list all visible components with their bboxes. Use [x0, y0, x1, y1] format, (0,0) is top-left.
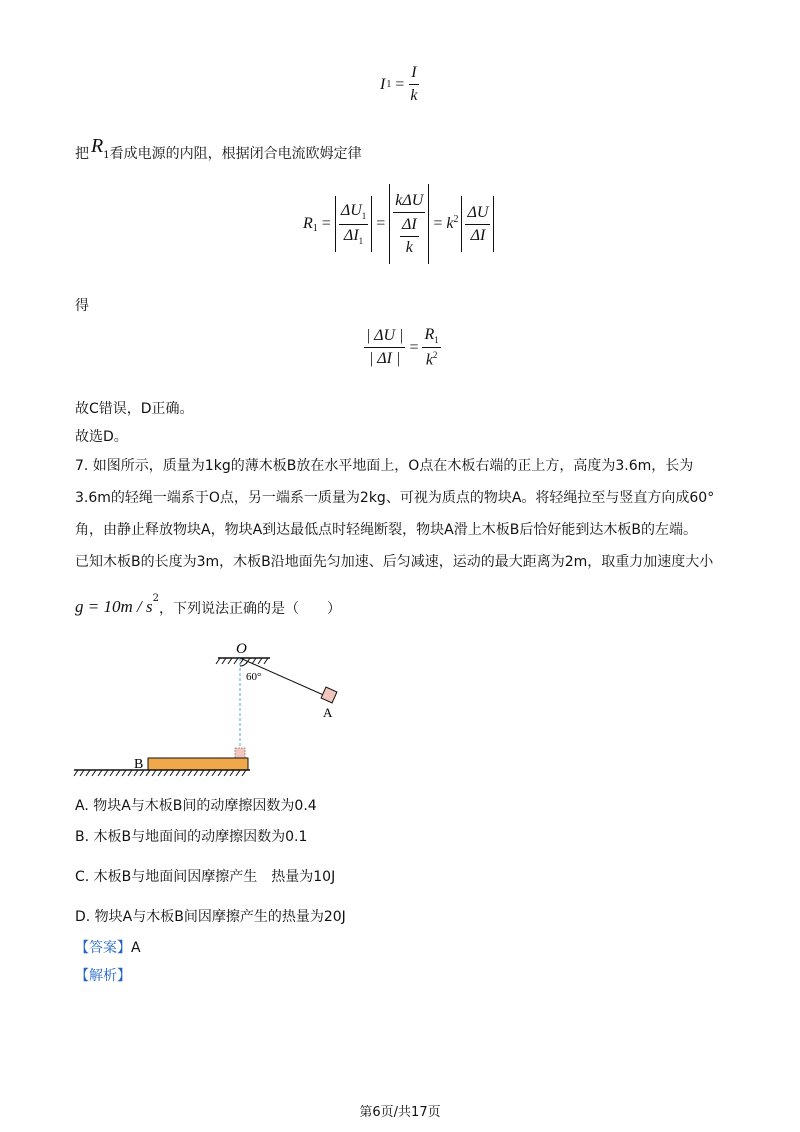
- label-B: B: [134, 757, 144, 772]
- question-7-line-2: 3.6m的轻绳一端系于O点，另一端系一质量为2kg、可视为质点的物块A。将轻绳拉至与竖直方向成60°: [75, 490, 715, 506]
- page-footer: 第6页/共17页: [359, 1105, 441, 1120]
- eq2-abs-a-right: [371, 196, 372, 252]
- ground: [74, 770, 250, 776]
- eq2-abs-c: [461, 196, 494, 252]
- eq2-abs-c-right: [493, 196, 494, 252]
- eq2-abs-c-left: [461, 196, 462, 252]
- p1-var: R: [91, 135, 104, 157]
- equation-1: [380, 64, 419, 105]
- eq3-den: | ΔI |: [369, 350, 401, 368]
- eq3-k-sup: 2: [432, 350, 438, 361]
- block-at-lowest-point: [235, 748, 245, 758]
- eq2-a-num: ΔU: [340, 202, 362, 220]
- eq1-den: k: [410, 87, 418, 104]
- board-B: [148, 758, 248, 770]
- eq2-frac-a: [339, 202, 368, 245]
- eq2-coef-sup: 2: [453, 213, 459, 225]
- analysis-bracket: 【解析】: [75, 968, 131, 984]
- eq2-lhs-sub: 1: [312, 222, 318, 234]
- eq1-fraction: [408, 64, 419, 105]
- eq1-num: I: [409, 64, 418, 85]
- eq2-a-den-sub: 1: [358, 235, 364, 246]
- question-7-line-3: 角，由静止释放物块A，物块A到达最低点时轻绳断裂，物块A滑上木板B后恰好能到达木板B的左端。: [75, 522, 697, 538]
- eq2-abs-b-right: [428, 184, 429, 264]
- eq2-a-num-sub: 1: [361, 211, 367, 222]
- question-7-line-4: 已知木板B的长度为3m，木板B沿地面先匀加速、后匀减速，运动的最大距离为2m，取重力加速度大小: [75, 554, 714, 570]
- eq2-lhs: R: [303, 215, 313, 232]
- paragraph-therefore: 得: [75, 298, 89, 314]
- eq3-r-sub: 1: [434, 335, 439, 346]
- eq2-abs-a-left: [335, 196, 336, 252]
- q7-tail: ，下列说法正确的是（ ）: [158, 601, 341, 617]
- p1-rest: 看成电源的内阻，根据闭合电流欧姆定律: [109, 146, 362, 162]
- q7-gravity: g = 10m / s: [75, 597, 153, 616]
- p1-prefix: 把: [75, 146, 89, 162]
- p1-sub: 1: [103, 150, 110, 161]
- eq2-abs-a: [335, 196, 372, 252]
- eq2-b-den-num: ΔI: [400, 216, 419, 237]
- eq2-equals-1: =: [321, 215, 331, 232]
- eq2-c-den: ΔI: [470, 226, 486, 244]
- option-B: B. 木板B与地面间的动摩擦因数为0.1: [75, 829, 308, 845]
- eq1-equals: =: [395, 75, 405, 93]
- label-angle: 60°: [246, 671, 262, 683]
- equation-2: [303, 184, 494, 264]
- eq2-b-den-den: k: [405, 238, 413, 256]
- eq2-a-den: ΔI: [343, 226, 359, 244]
- eq3-k: k: [425, 351, 433, 369]
- equation-3: [364, 326, 441, 370]
- eq2-equals-2: =: [376, 215, 386, 232]
- paragraph-internal-resistance: [75, 135, 362, 162]
- eq2-equals-3: =: [433, 215, 443, 232]
- eq2-abs-b: [389, 184, 429, 264]
- option-C: C. 木板B与地面间因摩擦产生 热量为10J: [75, 869, 336, 885]
- answer-line: [75, 941, 141, 955]
- eq2-frac-b: [393, 192, 425, 257]
- answer-value: A: [131, 940, 141, 956]
- analysis-line: [75, 969, 131, 983]
- eq2-c-num: ΔU: [465, 204, 490, 225]
- q7-gravity-sup: 2: [152, 593, 159, 604]
- eq3-num: | ΔU |: [364, 327, 405, 348]
- eq2-abs-b-left: [389, 184, 390, 264]
- option-A: A. 物块A与木板B间的动摩擦因数为0.4: [75, 798, 317, 814]
- eq3-equals: =: [409, 338, 419, 356]
- option-D: D. 物块A与木板B间因摩擦产生的热量为20J: [75, 909, 346, 925]
- label-A: A: [323, 705, 333, 720]
- label-O: O: [236, 641, 247, 657]
- eq3-r: R: [424, 326, 435, 343]
- pendulum-figure: [70, 640, 370, 780]
- eq3-frac-right: [422, 326, 440, 370]
- paragraph-choice: 故选D。: [75, 429, 128, 445]
- eq3-frac-left: [364, 327, 405, 368]
- question-7-line-5: [75, 593, 341, 617]
- eq1-lhs: I: [380, 75, 386, 93]
- eq2-coef: k: [446, 215, 454, 232]
- eq2-frac-c: [465, 204, 490, 245]
- block-A: [321, 687, 337, 703]
- answer-bracket: 【答案】: [75, 940, 131, 956]
- eq1-lhs-sub: 1: [386, 79, 392, 90]
- eq2-b-inner-frac: [398, 213, 421, 257]
- paragraph-conclusion: 故C错误，D正确。: [75, 401, 194, 417]
- eq2-b-num: kΔU: [393, 192, 425, 213]
- question-7-line-1: 7. 如图所示，质量为1kg的薄木板B放在水平地面上，O点在木板右端的正上方，高度为3.6m，长为: [75, 458, 694, 474]
